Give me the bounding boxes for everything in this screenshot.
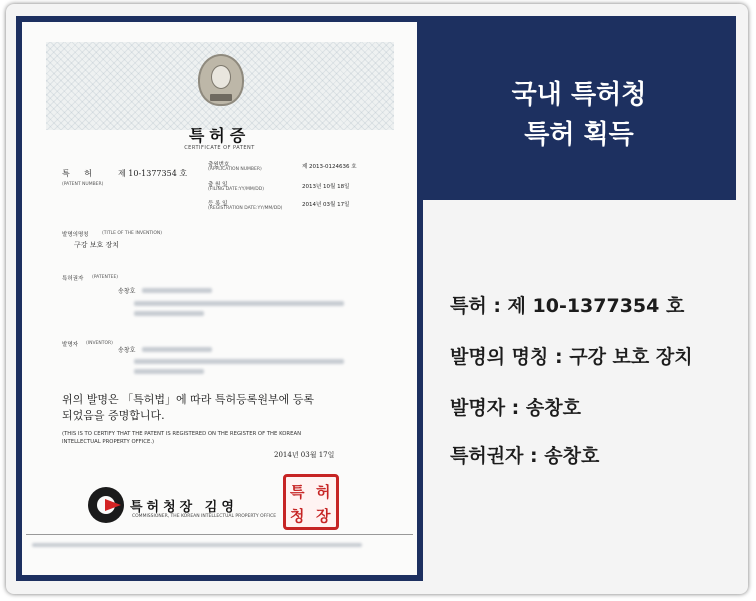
app-label: 출원번호 (208, 162, 230, 168)
patentee-label-en: (PATENTEE) (92, 275, 119, 280)
government-emblem-icon (198, 54, 244, 106)
certificate-statement: 위의 발명은 「특허법」에 따라 특허등록원부에 등록 되었음을 증명합니다. (62, 393, 315, 422)
detail-inventor: 발명자 : 송창호 (450, 397, 581, 419)
certificate-subtitle: CERTIFICATE OF PATENT (184, 145, 255, 151)
inventor-label: 발명자 (62, 342, 78, 348)
redacted-text (142, 288, 212, 293)
commissioner-signature: 특허청장 김영 (130, 500, 238, 515)
inventor-label-en: (INVENTOR) (86, 341, 113, 346)
filing-date: 2013년 10월 18일 (302, 184, 350, 190)
reg-label-en: (REGISTRATION DATE:YY/MM/DD) (208, 206, 283, 211)
certificate-title: 특허증 (188, 126, 251, 145)
detail-patentee: 특허권자 : 송창호 (450, 445, 600, 467)
patent-certificate-image (22, 22, 417, 575)
detail-patent-number: 특허 : 제 10-1377354 호 (450, 295, 685, 317)
commissioner-title-en: COMMISSIONER, THE KOREAN INTELLECTUAL PROPERTY OFFICE (132, 514, 277, 519)
invention-label: 발명의명칭 (62, 232, 89, 238)
reg-label: 등 록 일 (208, 201, 228, 207)
redacted-text (142, 347, 212, 352)
patent-label: 특 허 (62, 169, 98, 178)
patentee-name: 송창호 (118, 288, 136, 295)
redacted-text (134, 369, 204, 374)
issue-date: 2014년 03월 17일 (274, 451, 335, 459)
invention-label-en: (TITLE OF THE INVENTION) (102, 231, 163, 236)
patent-number: 제 10-1377354 호 (118, 169, 188, 178)
official-seal-icon: 특 허 청 장 (283, 474, 339, 530)
certificate-header-banner (46, 42, 394, 130)
kipo-logo-icon (88, 487, 124, 523)
app-label-en: (APPLICATION NUMBER) (208, 167, 262, 172)
redacted-text (134, 311, 204, 316)
patent-label-en: (PATENT NUMBER) (62, 182, 104, 187)
detail-invention-title: 발명의 명칭 : 구강 보호 장치 (450, 346, 693, 368)
panel-title-line1: 국내 특허청 (511, 80, 647, 110)
panel-title-line2: 특허 획득 (524, 120, 634, 150)
inventor-name: 송창호 (118, 347, 136, 354)
redacted-text (134, 359, 344, 364)
certificate-footer (26, 534, 413, 574)
redacted-text (134, 301, 344, 306)
reg-date: 2014년 03월 17일 (302, 202, 350, 208)
certificate-border (16, 16, 423, 581)
certificate-statement-en: (THIS IS TO CERTIFY THAT THE PATENT IS REGISTERED ON THE REGISTER OF THE KOREAN INTELLECTUAL PROPERTY OFFICE.) (62, 431, 302, 445)
title-panel (422, 16, 736, 200)
filing-label: 출 원 일 (208, 182, 228, 188)
app-number: 제 2013-0124636 호 (302, 164, 357, 170)
invention-title: 구강 보호 장치 (74, 241, 120, 249)
patentee-label: 특허권자 (62, 276, 84, 282)
filing-label-en: (FILING DATE:YY/MM/DD) (208, 187, 264, 192)
